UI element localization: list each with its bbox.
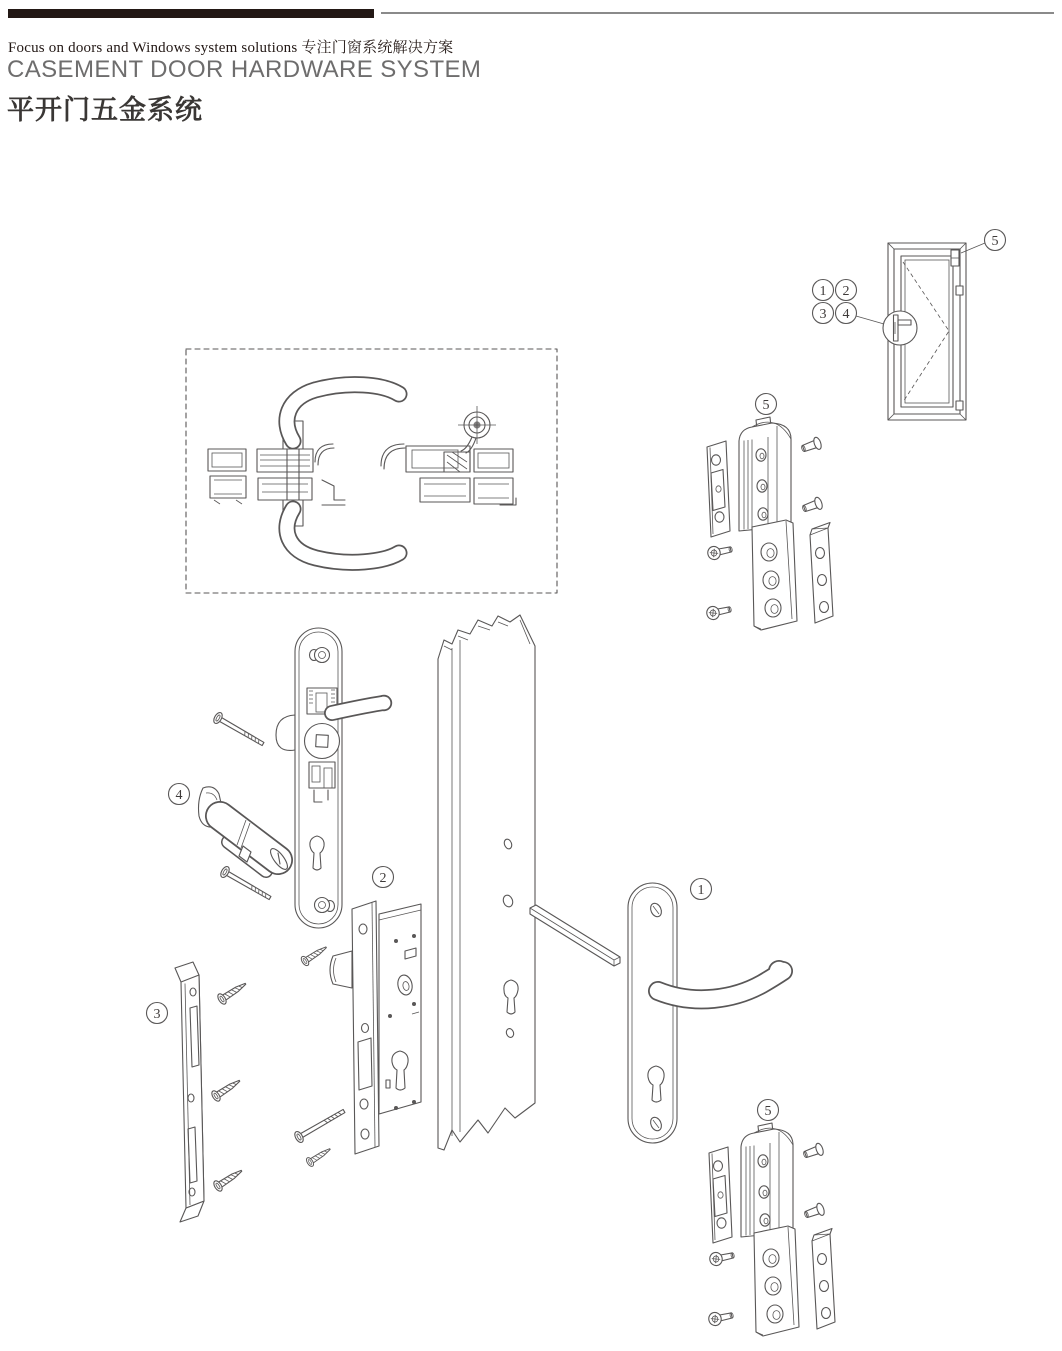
callout-lock-body-label: 2 [379,871,387,886]
leader-line-handle [856,316,884,324]
callout-door-2 [836,280,857,301]
callout-exterior-handle [691,879,712,900]
callout-door-3-label: 3 [819,307,827,322]
callout-hinge-bottom [758,1100,779,1121]
callout-hinge-bottom-label: 5 [764,1104,772,1119]
door-profile [438,615,620,1150]
door-elevation [813,230,1006,421]
door-handle-detail [883,311,917,345]
callout-door-1-label: 1 [819,284,827,299]
strike-screw-3 [212,1166,244,1193]
callout-door-5 [985,230,1006,251]
handle-rose [305,724,340,759]
lock-cylinder [169,784,291,872]
callout-door-4-label: 4 [842,307,850,322]
page-title-zh: 平开门五金系统 [7,95,203,125]
strike-screw-1 [216,979,248,1006]
strike-plate [147,962,249,1222]
callout-door-2-label: 2 [842,284,850,299]
brand-tagline: Focus on doors and Windows system solutions 专注门窗系统解决方案 [8,40,454,56]
callout-door-5-label: 5 [991,234,999,249]
handle-lever-exterior [658,960,790,999]
hinge-assembly-top [706,394,833,631]
section-left-profiles [208,421,345,526]
lock-screw-short [305,1145,333,1168]
callout-strike-plate-label: 3 [153,1007,161,1022]
callout-lock-body [373,867,394,888]
hinge-assembly-bottom [708,1100,835,1337]
lock-screw-long [293,1106,347,1144]
section-handle-top [287,385,399,441]
callout-cylinder-label: 4 [175,788,183,803]
section-right-profiles [381,406,516,505]
cross-section-detail [186,349,557,593]
callout-hinge-top-label: 5 [762,398,770,413]
spindle-bar [530,905,620,966]
callout-strike-plate [147,1003,168,1024]
interior-handle [212,628,392,928]
strike-screw-2 [210,1076,242,1103]
callout-door-1 [813,280,834,301]
fixing-screw-top [212,711,266,749]
page-title-en: CASEMENT DOOR HARDWARE SYSTEM [7,56,482,83]
lock-screw-top [300,943,329,967]
callout-door-3 [813,303,834,324]
handle-knob [276,715,295,750]
callout-door-4 [836,303,857,324]
callout-hinge-top [756,394,777,415]
callout-cylinder [169,784,190,805]
section-handle-bottom [287,509,399,562]
callout-exterior-handle-label: 1 [697,883,705,898]
